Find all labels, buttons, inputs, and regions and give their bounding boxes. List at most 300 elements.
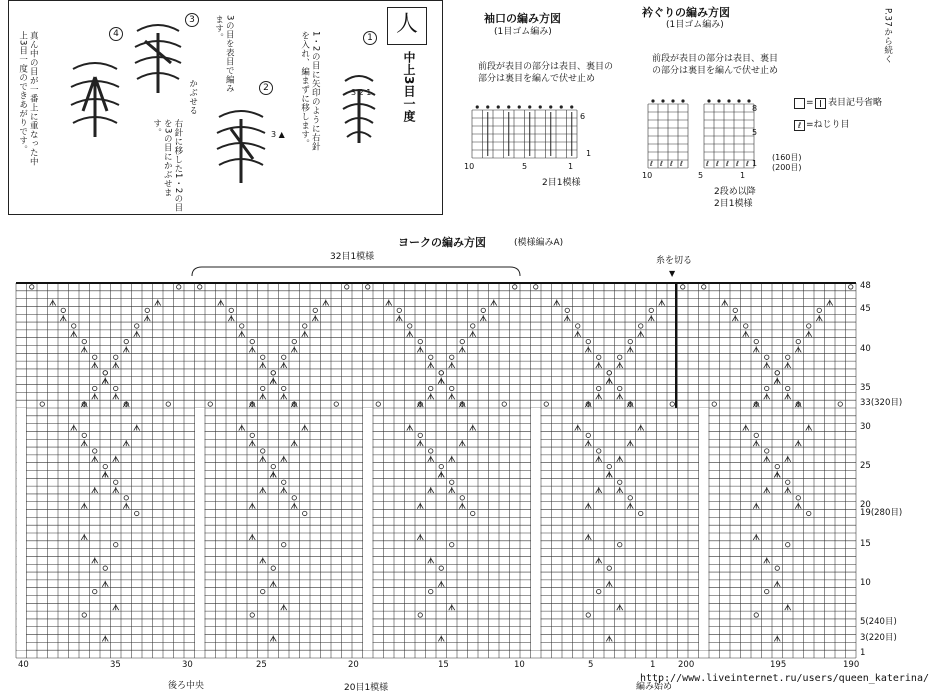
center-3-dec (113, 487, 119, 493)
center-3-dec (428, 456, 434, 462)
center-3-dec (144, 315, 150, 321)
yarn-over (282, 480, 286, 484)
yoke-row-label: 33(320目) (860, 398, 903, 409)
center-3-dec (134, 331, 140, 337)
yarn-over (72, 324, 76, 328)
center-3-dec (764, 487, 770, 493)
yarn-over (303, 324, 307, 328)
center-3-dec (491, 300, 497, 306)
yarn-over (439, 371, 443, 375)
center-3-dec (449, 487, 455, 493)
twist-stitch: ℓ (746, 160, 749, 168)
yoke-col-label: 5 (588, 660, 594, 670)
center-3-dec (617, 604, 623, 610)
yarn-over (135, 324, 139, 328)
center-3-dec (260, 487, 266, 493)
yarn-over (607, 464, 611, 468)
yarn-over (597, 386, 601, 390)
cuff-col-1: 1 (568, 162, 574, 171)
bindoff-dot (727, 99, 730, 102)
step-2-illustration (213, 99, 269, 189)
center-3-dec (428, 393, 434, 399)
yarn-over (765, 589, 769, 593)
yarn-over (628, 496, 632, 500)
yarn-over (460, 339, 464, 343)
yoke-col-label: 190 (843, 660, 860, 670)
yarn-over (607, 566, 611, 570)
neck-col-1: 1 (740, 171, 746, 180)
yoke-start: 編み始め (636, 682, 673, 692)
center-3-dec (123, 503, 129, 509)
legend-icon: 人 (396, 12, 419, 37)
yarn-over (166, 402, 170, 406)
center-3-dec (281, 393, 287, 399)
center-3-dec (270, 635, 276, 641)
yoke-row-label: 10 (860, 577, 871, 588)
cuff-grid (470, 104, 584, 164)
center-3-dec (417, 440, 423, 446)
yoke-row-label: 40 (860, 343, 871, 354)
bindoff-dot (717, 99, 720, 102)
neck-repeat-2: 2目1模様 (714, 199, 753, 209)
yarn-over (334, 402, 338, 406)
cuff-col-5: 5 (522, 162, 528, 171)
yarn-over (261, 589, 265, 593)
yarn-over (429, 589, 433, 593)
yarn-over (849, 285, 853, 289)
center-3-dec (606, 378, 612, 384)
center-3-dec (459, 440, 465, 446)
yoke-row-label: 3(220目) (860, 632, 897, 643)
yarn-over (534, 285, 538, 289)
neck-row-5: 5 (752, 128, 758, 137)
center-3-dec (302, 425, 308, 431)
bindoff-dot (661, 99, 664, 102)
yarn-over (576, 324, 580, 328)
yarn-over (754, 339, 758, 343)
center-3-dec (428, 362, 434, 368)
center-3-dec (753, 440, 759, 446)
center-3-dec (438, 581, 444, 587)
center-3-dec (281, 456, 287, 462)
center-3-dec (795, 503, 801, 509)
yarn-over (198, 285, 202, 289)
neck-160: (160目) (772, 153, 802, 162)
center-3-dec (428, 557, 434, 563)
step-3-text: 3の目を表目で編みます。 (213, 15, 235, 93)
yarn-over (733, 308, 737, 312)
yoke-col-label: 40 (18, 660, 29, 670)
yarn-over (681, 285, 685, 289)
center-3-dec (459, 503, 465, 509)
yarn-over (292, 339, 296, 343)
yoke-row-label: 48 (860, 281, 871, 291)
center-3-dec (606, 581, 612, 587)
yarn-over (271, 464, 275, 468)
center-3-dec (449, 362, 455, 368)
key-knit-symbol (815, 98, 826, 109)
yoke-row-label: 25 (860, 460, 871, 471)
yarn-over (61, 308, 65, 312)
yarn-over (282, 386, 286, 390)
yarn-over (775, 566, 779, 570)
bindoff-dot (476, 105, 479, 108)
yarn-over (250, 433, 254, 437)
yarn-over (345, 285, 349, 289)
yarn-over (786, 386, 790, 390)
neck-col-5: 5 (698, 171, 704, 180)
center-3-dec (785, 487, 791, 493)
twist-stitch: ℓ (650, 160, 653, 168)
yarn-over (93, 355, 97, 359)
cuff-title: 袖口の編み方図 (484, 12, 561, 25)
yarn-over (628, 339, 632, 343)
center-3-dec (92, 456, 98, 462)
yarn-over (838, 402, 842, 406)
center-3-dec (92, 487, 98, 493)
center-3-dec (407, 425, 413, 431)
center-3-dec (596, 456, 602, 462)
yarn-over (114, 386, 118, 390)
yoke-row-label: 19(280目) (860, 507, 903, 518)
step-1-marks: 3 2 1 (351, 88, 372, 97)
yarn-over (597, 355, 601, 359)
center-3-dec (81, 440, 87, 446)
center-3-dec (71, 331, 77, 337)
center-3-dec (260, 557, 266, 563)
center-3-dec (113, 456, 119, 462)
center-3-dec (480, 315, 486, 321)
center-3-dec (218, 300, 224, 306)
center-3-dec (102, 635, 108, 641)
center-3-dec (585, 440, 591, 446)
center-3-dec (753, 346, 759, 352)
yoke-col-label: 15 (438, 660, 449, 670)
legend-box (8, 0, 443, 215)
yarn-over (313, 308, 317, 312)
center-3-dec (449, 393, 455, 399)
center-3-dec (774, 378, 780, 384)
center-3-dec (417, 534, 423, 540)
yoke-row-label: 45 (860, 304, 871, 315)
bindoff-dot (570, 105, 573, 108)
center-3-dec (470, 425, 476, 431)
center-3-dec (438, 471, 444, 477)
center-3-dec (638, 425, 644, 431)
center-3-dec (260, 393, 266, 399)
yoke-repeat-bottom: 20目1模様 (344, 683, 389, 693)
center-3-dec (291, 440, 297, 446)
yoke-row-label: 30 (860, 421, 871, 432)
center-3-dec (155, 300, 161, 306)
yarn-over (597, 589, 601, 593)
yarn-over (376, 402, 380, 406)
bindoff-dot (747, 99, 750, 102)
yarn-over (124, 339, 128, 343)
center-3-dec (417, 503, 423, 509)
center-3-dec (92, 393, 98, 399)
center-3-dec (806, 425, 812, 431)
yarn-over (261, 386, 265, 390)
center-3-dec (743, 425, 749, 431)
center-3-dec (92, 557, 98, 563)
yarn-over (103, 464, 107, 468)
center-3-dec (323, 300, 329, 306)
yarn-over (775, 371, 779, 375)
yarn-over (282, 355, 286, 359)
step-1-number: 1 (363, 31, 377, 45)
twist-stitch: ℓ (706, 160, 709, 168)
yarn-over (292, 496, 296, 500)
twist-stitch: ℓ (680, 160, 683, 168)
center-3-dec (102, 378, 108, 384)
yarn-over (670, 402, 674, 406)
cuff-subtitle: (1目ゴム編み) (494, 27, 552, 37)
neck-row-1: 1 (752, 159, 758, 168)
yarn-over (765, 449, 769, 453)
yarn-over (271, 566, 275, 570)
yarn-over (796, 496, 800, 500)
yoke-col-label: 20 (348, 660, 359, 670)
center-3-dec (459, 346, 465, 352)
center-3-dec (81, 346, 87, 352)
yoke-repeat-top: 32目1模様 (330, 252, 375, 262)
yarn-over (114, 355, 118, 359)
yarn-over (618, 355, 622, 359)
center-3-dec (606, 471, 612, 477)
yarn-over (408, 324, 412, 328)
yarn-over (817, 308, 821, 312)
watermark: http://www.liveinternet.ru/users/queen_katerina/ (640, 673, 929, 684)
center-3-dec (113, 362, 119, 368)
center-3-dec (722, 300, 728, 306)
center-3-dec (585, 534, 591, 540)
bindoff-dot (707, 99, 710, 102)
yarn-over (418, 339, 422, 343)
key-knit-box (794, 98, 805, 109)
center-3-dec (449, 604, 455, 610)
key-twist-text: =ねじり目 (806, 120, 850, 130)
bindoff-dot (539, 105, 542, 108)
yarn-over (639, 511, 643, 515)
yarn-over (586, 613, 590, 617)
center-3-dec (617, 487, 623, 493)
neck-subtitle: (1目ゴム編み) (666, 20, 724, 30)
bindoff-dot (549, 105, 552, 108)
yarn-over (807, 324, 811, 328)
center-3-dec (249, 440, 255, 446)
arrow-label: かぶせる (187, 79, 198, 115)
yarn-over (471, 511, 475, 515)
yarn-over (765, 355, 769, 359)
yoke-col-label: 25 (256, 660, 267, 670)
yoke-title: ヨークの編み方図 (398, 236, 486, 249)
step-4-illustration (67, 51, 123, 145)
yoke-cut-label: 糸を切る (656, 256, 693, 266)
neck-row-8: 8 (752, 104, 758, 113)
yarn-over (82, 433, 86, 437)
yarn-over (460, 496, 464, 500)
yarn-over (429, 386, 433, 390)
center-3-dec (816, 315, 822, 321)
yarn-over (786, 480, 790, 484)
yarn-over (744, 324, 748, 328)
step-2-marks: 3 ▲ (271, 130, 285, 139)
twist-stitch: ℓ (660, 160, 663, 168)
bindoff-dot (518, 105, 521, 108)
center-3-dec (596, 393, 602, 399)
center-3-dec (627, 346, 633, 352)
center-3-dec (249, 503, 255, 509)
yarn-over (177, 285, 181, 289)
yoke-col-label: 10 (514, 660, 525, 670)
yoke-subtitle: (模様編みA) (514, 238, 564, 248)
yoke-grid-lines (16, 283, 856, 658)
yarn-over (754, 613, 758, 617)
cuff-row-1: 1 (586, 149, 592, 158)
yarn-over (450, 386, 454, 390)
yarn-over (586, 433, 590, 437)
yarn-over (282, 543, 286, 547)
center-3-dec (60, 315, 66, 321)
yarn-over (303, 511, 307, 515)
yoke-row-label: 1 (860, 648, 866, 659)
yarn-over (93, 589, 97, 593)
center-3-dec (785, 604, 791, 610)
center-3-dec (585, 346, 591, 352)
no-stitch (363, 408, 373, 650)
bindoff-dot (486, 105, 489, 108)
bindoff-dot (560, 105, 563, 108)
center-3-dec (249, 346, 255, 352)
center-3-dec (428, 487, 434, 493)
center-3-dec (743, 331, 749, 337)
yarn-over (639, 324, 643, 328)
yoke-col-label: 35 (110, 660, 121, 670)
yarn-over (807, 511, 811, 515)
bindoff-dot (497, 105, 500, 108)
step-4-number: 4 (109, 27, 123, 41)
yoke-col-label: 1 (650, 660, 656, 670)
center-3-dec (648, 315, 654, 321)
twist-stitch: ℓ (736, 160, 739, 168)
yarn-over (250, 613, 254, 617)
yarn-over (618, 386, 622, 390)
yarn-over (240, 324, 244, 328)
center-3-dec (228, 315, 234, 321)
yarn-over (754, 433, 758, 437)
center-3-dec (281, 487, 287, 493)
bindoff-dot (671, 99, 674, 102)
center-3-dec (260, 456, 266, 462)
yarn-over (513, 285, 517, 289)
yarn-over (450, 355, 454, 359)
yarn-over (502, 402, 506, 406)
bindoff-dot (737, 99, 740, 102)
center-3-dec (554, 300, 560, 306)
yarn-over (229, 308, 233, 312)
center-3-dec (659, 300, 665, 306)
center-3-dec (764, 557, 770, 563)
no-stitch (699, 408, 709, 650)
step-2-number: 2 (259, 81, 273, 95)
twist-stitch: ℓ (716, 160, 719, 168)
page-reference: P.37から続く (882, 8, 893, 64)
center-3-dec (785, 393, 791, 399)
yarn-over (544, 402, 548, 406)
center-3-dec (81, 534, 87, 540)
center-3-dec (764, 362, 770, 368)
yarn-over (618, 480, 622, 484)
center-3-dec (396, 315, 402, 321)
neck-title: 衿ぐりの編み方図 (642, 6, 730, 19)
yarn-over (786, 355, 790, 359)
yoke-cut-marker: ▼ (669, 269, 676, 278)
step-2-text: 右針に移した1・2の目を3の目にかぶせます。 (151, 119, 183, 212)
yoke-col-label: 195 (770, 660, 787, 670)
cuff-row-6: 6 (580, 112, 586, 121)
twist-stitch: ℓ (670, 160, 673, 168)
key-twist-symbol: ℓ (794, 120, 805, 131)
yarn-over (30, 285, 34, 289)
center-3-dec (123, 346, 129, 352)
neck-col-10: 10 (642, 171, 653, 180)
step-3-illustration (131, 15, 185, 99)
step-3-number: 3 (185, 13, 199, 27)
yarn-over (366, 285, 370, 289)
cuff-col-10: 10 (464, 162, 475, 171)
yarn-over (607, 371, 611, 375)
yarn-over (124, 496, 128, 500)
bindoff-dot (528, 105, 531, 108)
neck-note: 前段が表目の部分は表目、裏目の部分は裏目を編んで伏せ止め (652, 54, 779, 76)
yarn-over (103, 566, 107, 570)
center-3-dec (113, 604, 119, 610)
yarn-over (597, 449, 601, 453)
center-3-dec (438, 635, 444, 641)
center-3-dec (281, 604, 287, 610)
yarn-over (145, 308, 149, 312)
yoke-row-label: 20 (860, 499, 871, 510)
center-3-dec (795, 440, 801, 446)
grid-lines (704, 104, 754, 168)
yarn-over (103, 371, 107, 375)
yarn-over (418, 433, 422, 437)
center-3-dec (71, 425, 77, 431)
yarn-over (586, 339, 590, 343)
yarn-over (271, 371, 275, 375)
center-3-dec (239, 425, 245, 431)
center-3-dec (627, 503, 633, 509)
center-3-dec (50, 300, 56, 306)
center-3-dec (785, 362, 791, 368)
center-3-dec (617, 362, 623, 368)
center-3-dec (627, 440, 633, 446)
yarn-over (208, 402, 212, 406)
yarn-over (702, 285, 706, 289)
yarn-over (765, 386, 769, 390)
cuff-note: 前段が表目の部分は表目、裏目の部分は裏目を編んで伏せ止め (478, 62, 614, 84)
yoke-repeat-top-brace (190, 264, 522, 278)
no-stitch (17, 408, 27, 650)
yarn-over (712, 402, 716, 406)
yarn-over (775, 464, 779, 468)
center-3-dec (249, 534, 255, 540)
center-3-dec (123, 440, 129, 446)
bindoff-dot (681, 99, 684, 102)
yarn-over (82, 339, 86, 343)
yarn-over (618, 543, 622, 547)
